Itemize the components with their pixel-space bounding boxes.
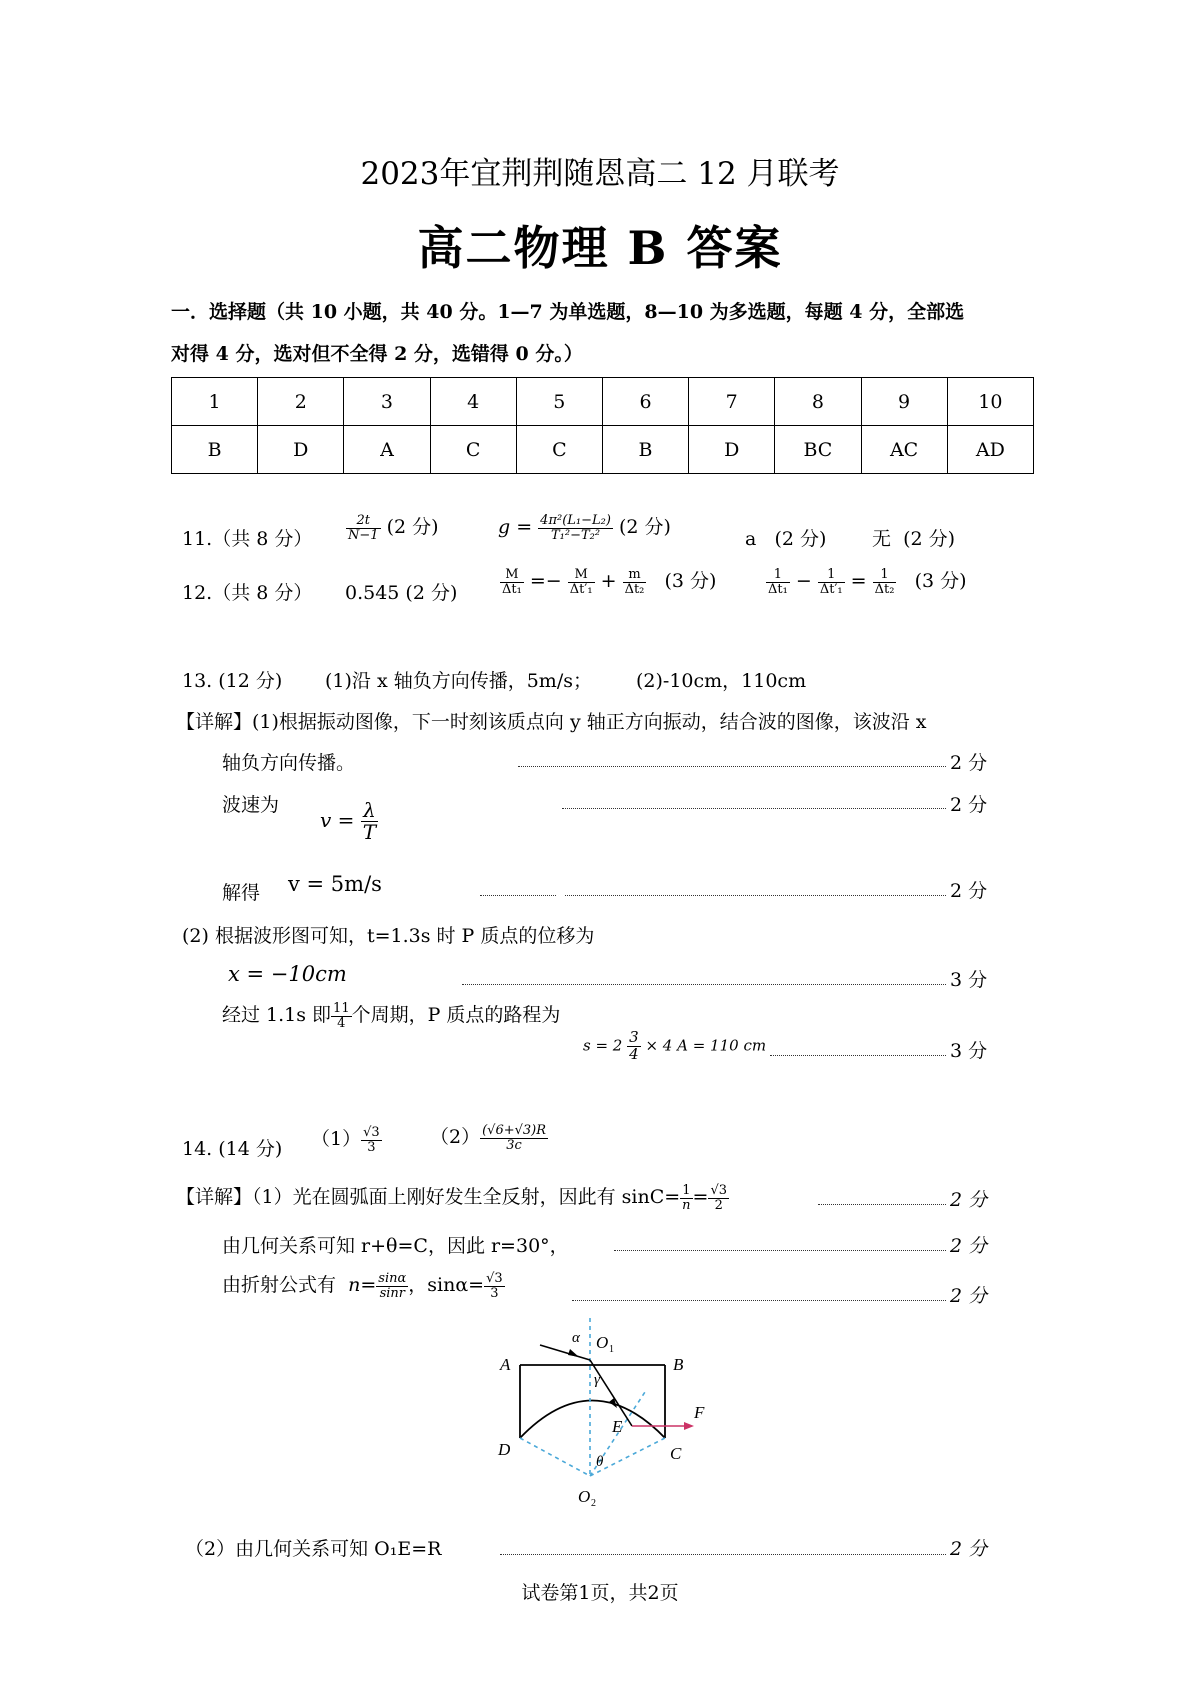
table-cell: 3	[344, 378, 430, 426]
frac-num: M	[500, 568, 524, 583]
label-F: F	[694, 1403, 705, 1422]
table-cell: BC	[775, 426, 861, 474]
section1-line1: 一．选择题（共 10 小题，共 40 分。1—7 为单选题，8—10 为多选题，每题 4 分，全部选	[171, 301, 965, 323]
detail-text: ，sinα=	[408, 1274, 485, 1296]
q12-label: 12.（共 8 分）	[182, 582, 313, 604]
q11-score4: (2 分)	[903, 528, 956, 550]
table-row-answers	[172, 426, 1034, 474]
frac-num: (√6+√3)R	[482, 1122, 547, 1138]
force-arrow-icon	[684, 1422, 694, 1430]
label-alpha: α	[572, 1330, 580, 1346]
q13-part2-line: (2) 根据波形图可知，t=1.3s 时 P 质点的位移为	[182, 925, 595, 947]
dotted-leader	[562, 808, 946, 809]
frac-num: √3	[710, 1182, 728, 1198]
dotted-leader	[480, 895, 556, 896]
answer-a: a	[745, 528, 757, 550]
q14-label: 14. (14 分)	[182, 1138, 283, 1160]
page-footer: 试卷第1页，共2页	[521, 1582, 679, 1604]
score: 3 分	[950, 1040, 988, 1062]
q11-label: 11.（共 8 分）	[182, 528, 313, 550]
label-O1: O	[596, 1333, 609, 1352]
q13-detail-line2: 轴负方向传播。	[222, 752, 356, 774]
equals-sign: =	[692, 1186, 709, 1208]
label-B: B	[673, 1355, 684, 1374]
answer-title: 高二物理 B 答案	[417, 221, 783, 275]
table-cell: 10	[947, 378, 1033, 426]
plus-sign: +	[600, 570, 617, 592]
q12-equation1	[500, 566, 716, 596]
score: 2 分	[950, 752, 988, 774]
q11-formula1	[346, 512, 439, 542]
q13-detail-line1: 【详解】(1)根据振动图像，下一时刻该质点向 y 轴正方向振动，结合波的图像，该波沿 x	[176, 711, 927, 733]
equals-sign: =	[850, 570, 867, 592]
wave-speed-formula	[320, 800, 378, 843]
table-cell: 7	[689, 378, 775, 426]
table-cell: 5	[516, 378, 602, 426]
label-theta: θ	[596, 1454, 604, 1470]
label-gamma: γ	[594, 1372, 600, 1388]
minus-sign: −	[795, 570, 812, 592]
frac-den: 3	[367, 1139, 376, 1155]
block-outline	[520, 1365, 665, 1438]
label-C: C	[670, 1444, 682, 1463]
v-symbol: v =	[320, 808, 355, 832]
q11-score2: (2 分)	[618, 516, 671, 538]
g-symbol: g =	[498, 516, 533, 538]
path-formula	[583, 1030, 766, 1063]
frac-num: 1	[873, 568, 897, 583]
s-suffix: × 4 A = 110 cm	[645, 1036, 767, 1055]
detail-text: 【详解】（1）光在圆弧面上刚好发生全反射，因此有 sinC=	[176, 1186, 681, 1208]
answer-none: 无	[872, 528, 892, 550]
q14-answer1	[311, 1124, 382, 1154]
frac-den: Δt₁	[768, 581, 788, 597]
x-displacement: x = −10cm	[228, 962, 347, 986]
table-row-numbers	[172, 378, 1034, 426]
frac-den: sinr	[379, 1285, 405, 1301]
frac-den: Δt′₁	[819, 581, 843, 597]
table-cell: 1	[172, 378, 258, 426]
frac-den: Δt₁	[502, 581, 522, 597]
frac-den: Δt₂	[624, 581, 645, 597]
part-label: （2）	[430, 1126, 481, 1148]
dotted-leader	[565, 895, 946, 896]
frac-den: T	[362, 820, 377, 844]
score: 2 分	[950, 1538, 988, 1560]
q14-answer2	[430, 1122, 548, 1152]
s-prefix: s = 2	[583, 1036, 623, 1055]
frac-num: 11	[333, 1000, 350, 1016]
frac-num: M	[568, 568, 595, 583]
frac-num: sinα	[378, 1270, 407, 1286]
frac-num: λ	[361, 800, 378, 822]
dotted-leader	[518, 766, 946, 767]
q11-formula2	[498, 512, 671, 542]
q13-label: 13. (12 分)	[182, 670, 283, 692]
table-cell: 4	[430, 378, 516, 426]
dotted-leader	[770, 1055, 946, 1056]
table-cell: C	[516, 426, 602, 474]
table-cell: D	[258, 426, 344, 474]
q12-value: 0.545 (2 分)	[345, 582, 458, 604]
frac-num: 1	[766, 568, 790, 583]
score: 2 分	[950, 1285, 988, 1307]
q11-answer-a	[745, 524, 826, 551]
dotted-leader	[462, 984, 946, 985]
frac-den: 2	[714, 1197, 723, 1213]
label-O2-sub: 2	[591, 1498, 596, 1509]
dotted-leader	[500, 1554, 946, 1555]
label-D: D	[498, 1440, 511, 1459]
table-cell: C	[430, 426, 516, 474]
score: 2 分	[950, 880, 988, 902]
q14-detail1	[176, 1182, 729, 1212]
q12-equation2	[766, 566, 967, 596]
dashed-normals	[520, 1318, 665, 1476]
label-O2: O	[578, 1487, 591, 1506]
label-A: A	[500, 1355, 511, 1374]
q12-score2: (3 分)	[914, 570, 967, 592]
exam-title: 2023年宜荆荆随恩高二 12 月联考	[360, 156, 840, 192]
frac-den: 4	[629, 1044, 639, 1063]
q13-answer1: (1)沿 x 轴负方向传播，5m/s；	[325, 670, 592, 692]
frac-num: √3	[486, 1270, 503, 1286]
table-cell: D	[689, 426, 775, 474]
table-cell: B	[602, 426, 688, 474]
table-cell: AD	[947, 426, 1033, 474]
table-cell: AC	[861, 426, 947, 474]
dotted-leader	[572, 1300, 946, 1301]
path-text-b: 个周期，P 质点的路程为	[351, 1004, 561, 1026]
q11-score3: (2 分)	[774, 528, 827, 550]
frac-den: Δt′₁	[569, 581, 593, 597]
frac-den: 3c	[506, 1137, 522, 1153]
v-result: v = 5m/s	[288, 872, 382, 896]
score: 2 分	[950, 1189, 988, 1211]
score: 2 分	[950, 1235, 988, 1257]
label-E: E	[612, 1417, 623, 1436]
q13-answer2: (2)-10cm，110cm	[636, 670, 807, 692]
optics-diagram	[490, 1318, 730, 1518]
frac-num: 4π²(L₁−L₂)	[540, 512, 611, 528]
table-cell: 6	[602, 378, 688, 426]
table-cell: 8	[775, 378, 861, 426]
q11-answer-none	[872, 524, 955, 551]
part-label: （1）	[311, 1128, 362, 1150]
answer-table	[171, 377, 1034, 474]
frac-num: 1	[680, 1184, 692, 1199]
dotted-leader	[818, 1204, 946, 1205]
q14-detail3	[222, 1270, 505, 1300]
ray-arrow-icon	[568, 1349, 579, 1357]
path-text-a: 经过 1.1s 即	[222, 1004, 332, 1026]
section1-line2: 对得 4 分，选对但不全得 2 分，选错得 0 分。）	[171, 343, 583, 365]
frac-num: 3	[629, 1028, 639, 1046]
path-text	[222, 1000, 560, 1030]
frac-num: 2t	[346, 514, 381, 529]
frac-num: √3	[363, 1124, 380, 1140]
q11-score1: (2 分)	[386, 516, 439, 538]
wave-speed-label: 波速为	[222, 794, 280, 816]
frac-den: Δt₂	[874, 581, 895, 597]
dotted-leader	[614, 1250, 946, 1251]
equals-sign: =−	[529, 570, 562, 592]
frac-num: m	[623, 568, 647, 583]
n-symbol: n=	[348, 1274, 377, 1296]
label-O1-sub: 1	[609, 1344, 614, 1355]
table-cell: A	[344, 426, 430, 474]
frac-den: 4	[337, 1015, 346, 1031]
q14-detail4: （2）由几何关系可知 O₁E=R	[185, 1538, 442, 1560]
solve-label: 解得	[222, 882, 261, 904]
q12-score1: (3 分)	[664, 570, 717, 592]
q14-detail2: 由几何关系可知 r+θ=C，因此 r=30°，	[222, 1235, 569, 1257]
frac-den: 3	[490, 1285, 499, 1301]
detail-text: 由折射公式有	[222, 1274, 337, 1296]
score: 3 分	[950, 969, 988, 991]
table-cell: 9	[861, 378, 947, 426]
frac-den: n	[682, 1197, 691, 1213]
frac-den: T₁²−T₂²	[551, 527, 601, 543]
table-cell: B	[172, 426, 258, 474]
table-cell: 2	[258, 378, 344, 426]
score: 2 分	[950, 794, 988, 816]
frac-num: 1	[818, 568, 845, 583]
frac-den: N−1	[348, 527, 379, 543]
